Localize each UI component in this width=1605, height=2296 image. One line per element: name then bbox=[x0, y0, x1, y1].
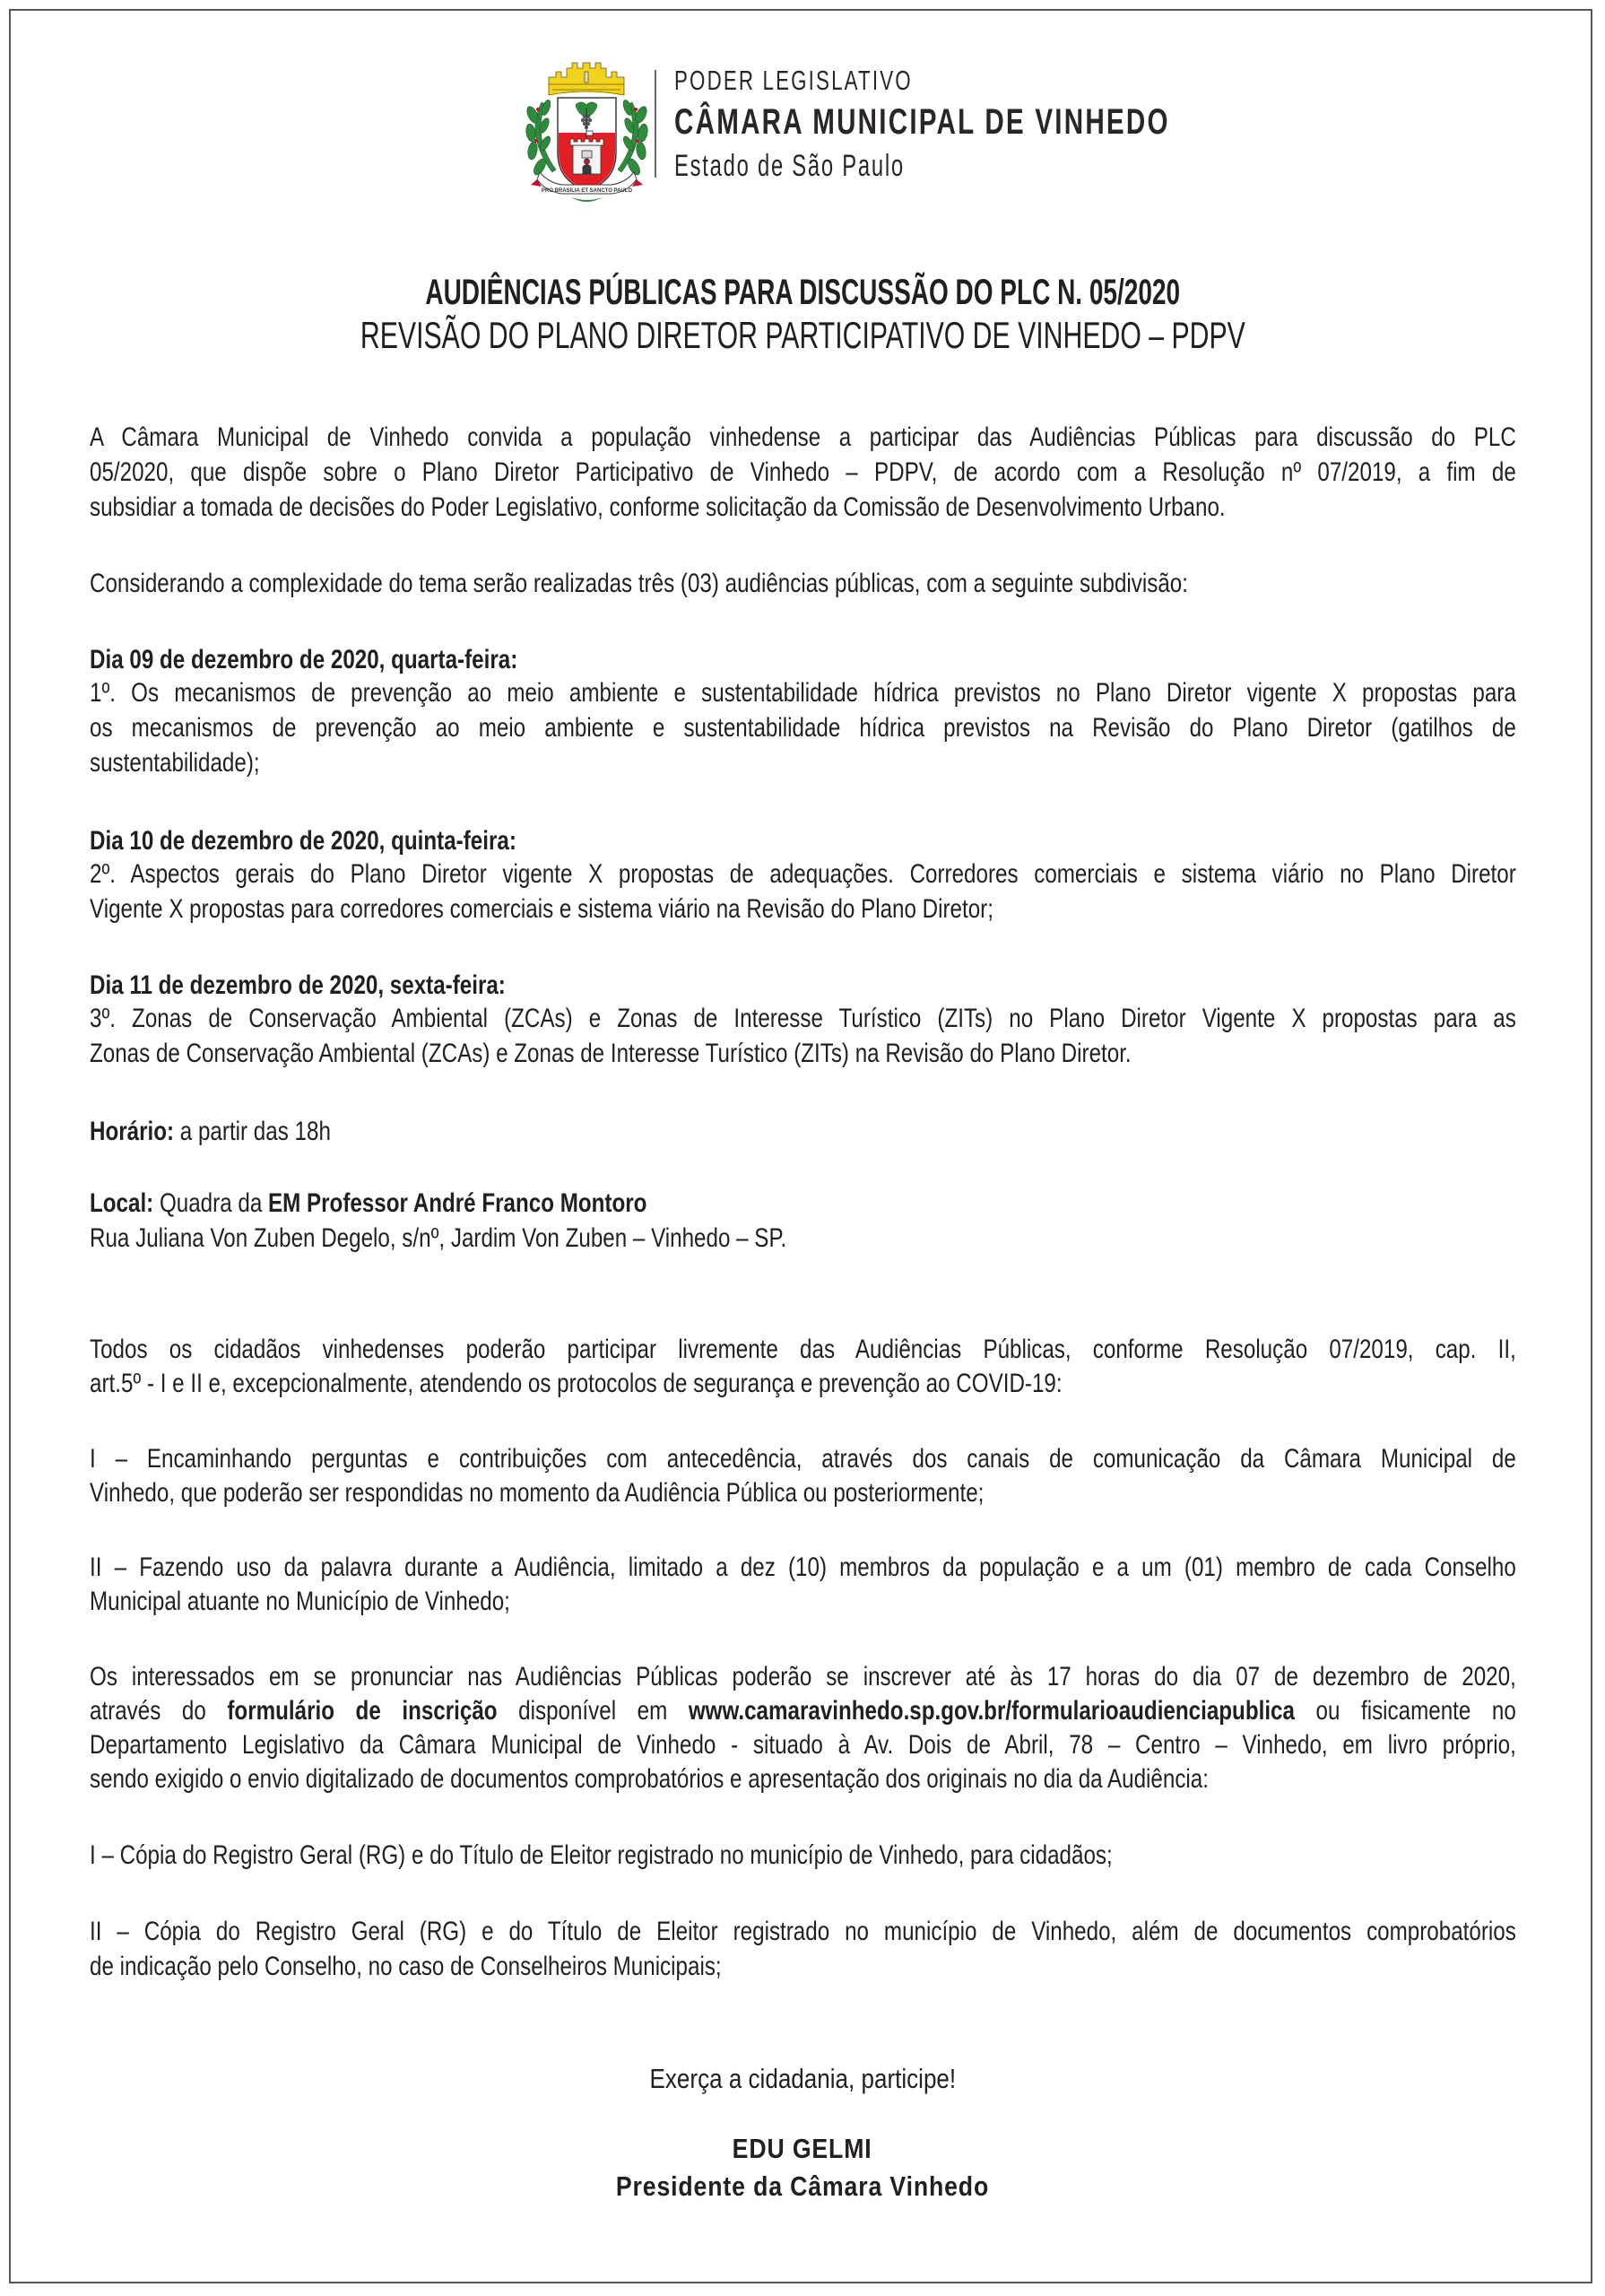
mural-crown-icon bbox=[549, 63, 624, 95]
notice-title-text: AUDIÊNCIAS PÚBLICAS PARA DISCUSSÃO DO PLC N. 05/2020 bbox=[425, 273, 1180, 312]
inscricao-line bbox=[90, 1695, 1516, 1727]
local-label: Local: bbox=[90, 1188, 154, 1218]
session-line: 1º. Os mecanismos de prevenção ao meio ambiente e sustentabilidade hídrica previstos no Plano Diretor vigente X propostas para bbox=[90, 678, 1516, 708]
notice-subtitle-text: REVISÃO DO PLANO DIRETOR PARTICIPATIVO DE VINHEDO – PDPV bbox=[360, 314, 1245, 356]
header-divider bbox=[655, 70, 656, 178]
local-address: Rua Juliana Von Zuben Degelo, s/nº, Jardim Von Zuben – Vinhedo – SP. bbox=[90, 1223, 787, 1253]
item-i-line: I – Encaminhando perguntas e contribuições com antecedência, através dos canais de comunicação da Câmara Municipal de bbox=[90, 1444, 1516, 1474]
registration-url-link[interactable]: www.camaravinhedo.sp.gov.br/formularioaudienciapublica bbox=[688, 1696, 1295, 1726]
session-line: 2º. Aspectos gerais do Plano Diretor vigente X propostas de adequações. Corredores comerciais e sistema viário no Plano Diretor bbox=[90, 859, 1516, 889]
inscricao-text: através do bbox=[90, 1696, 228, 1726]
laurel-left-icon bbox=[525, 99, 556, 177]
signer-name bbox=[0, 2133, 1605, 2165]
registration-form-link[interactable]: formulário de inscrição bbox=[227, 1696, 498, 1726]
inscricao-line: Departamento Legislativo da Câmara Municipal de Vinhedo - situado à Av. Dois de Abril, 78 – Centro – Vinhedo, em livro próprio, bbox=[90, 1730, 1516, 1760]
session-date: Dia 09 de dezembro de 2020, quarta-feira: bbox=[90, 645, 518, 674]
session-date: Dia 10 de dezembro de 2020, quinta-feira: bbox=[90, 826, 516, 856]
signer-name-text: EDU GELMI bbox=[733, 2133, 872, 2164]
notice-title bbox=[0, 273, 1605, 313]
org-name: CÂMARA MUNICIPAL DE VINHEDO bbox=[674, 102, 1170, 142]
todos-line: Todos os cidadãos vinhedenses poderão participar livremente das Audiências Públicas, conforme Resolução 07/2019, cap. II, bbox=[90, 1335, 1516, 1364]
closing-slogan-text: Exerça a cidadania, participe! bbox=[649, 2063, 956, 2094]
signer-title bbox=[0, 2170, 1605, 2203]
doc-i-line: I – Cópia do Registro Geral (RG) e do Título de Eleitor registrado no município de Vinhedo, para cidadãos; bbox=[90, 1840, 1113, 1870]
municipal-crest-logo bbox=[522, 56, 652, 210]
intro-line: 05/2020, que dispõe sobre o Plano Diretor Participativo de Vinhedo – PDPV, de acordo com a Resolução nº 07/2019, a fim de bbox=[90, 457, 1516, 487]
session-line: os mecanismos de prevenção ao meio ambiente e sustentabilidade hídrica previstos na Revisão do Plano Diretor (gatilhos de bbox=[90, 713, 1516, 743]
session-line: 3º. Zonas de Conservação Ambiental (ZCAs) e Zonas de Interesse Turístico (ZITs) no Plano Diretor Vigente X propostas para as bbox=[90, 1004, 1516, 1033]
signer-title-text: Presidente da Câmara Vinhedo bbox=[615, 2170, 990, 2202]
inscricao-text: disponível em bbox=[497, 1696, 689, 1726]
doc-ii-line: de indicação pelo Conselho, no caso de Conselheiros Municipais; bbox=[90, 1952, 722, 1981]
horario-line bbox=[90, 1116, 1516, 1148]
laurel-right-icon bbox=[618, 99, 649, 177]
org-state: Estado de São Paulo bbox=[674, 149, 905, 183]
crest-motto-text: PRO BRASILIA ET SANCTO PAULO bbox=[541, 188, 633, 194]
doc-ii-line: II – Cópia do Registro Geral (RG) e do Título de Eleitor registrado no município de Vinhedo, além de documentos comprobatórios bbox=[90, 1917, 1516, 1946]
session-line: Zonas de Conservação Ambiental (ZCAs) e Zonas de Interesse Turístico (ZITs) na Revisão do Plano Diretor. bbox=[90, 1039, 1132, 1068]
todos-line: art.5º - I e II e, excepcionalmente, atendendo os protocolos de segurança e prevenção ao COVID-19: bbox=[90, 1369, 1063, 1398]
item-ii-line: Municipal atuante no Município de Vinhedo; bbox=[90, 1587, 510, 1616]
local-prefix: Quadra da bbox=[153, 1188, 268, 1218]
inscricao-line: Os interessados em se pronunciar nas Audiências Públicas poderão se inscrever até às 17 horas do dia 07 de dezembro de 2020, bbox=[90, 1662, 1516, 1692]
session-date: Dia 11 de dezembro de 2020, sexta-feira: bbox=[90, 970, 506, 1000]
org-branch: PODER LEGISLATIVO bbox=[674, 65, 913, 96]
item-i-line: Vinhedo, que poderão ser respondidas no momento da Audiência Pública ou posteriormente; bbox=[90, 1478, 985, 1508]
closing-slogan bbox=[0, 2063, 1605, 2095]
horario-value: a partir das 18h bbox=[174, 1117, 331, 1146]
session-line: sustentabilidade); bbox=[90, 748, 260, 778]
horario-label: Horário: bbox=[90, 1117, 175, 1146]
local-venue: EM Professor André Franco Montoro bbox=[267, 1188, 647, 1218]
intro-line: subsidiar a tomada de decisões do Poder Legislativo, conforme solicitação da Comissão de Desenvolvimento Urbano. bbox=[90, 492, 1226, 522]
intro-line: A Câmara Municipal de Vinhedo convida a população vinhedense a participar das Audiências Públicas para discussão do PLC bbox=[90, 422, 1516, 452]
inscricao-text: ou fisicamente no bbox=[1294, 1696, 1516, 1726]
considerando-text: Considerando a complexidade do tema serão realizadas três (03) audiências públicas, com a seguinte subdivisão: bbox=[90, 569, 1188, 598]
local-line bbox=[90, 1187, 1516, 1220]
session-line: Vigente X propostas para corredores comerciais e sistema viário na Revisão do Plano Diretor; bbox=[90, 894, 993, 924]
notice-subtitle bbox=[0, 314, 1605, 357]
inscricao-line: sendo exigido o envio digitalizado de documentos comprobatórios e apresentação dos originais no dia da Audiência: bbox=[90, 1764, 1209, 1794]
item-ii-line: II – Fazendo uso da palavra durante a Audiência, limitado a dez (10) membros da população e a um (01) membro de cada Conselho bbox=[90, 1552, 1516, 1582]
